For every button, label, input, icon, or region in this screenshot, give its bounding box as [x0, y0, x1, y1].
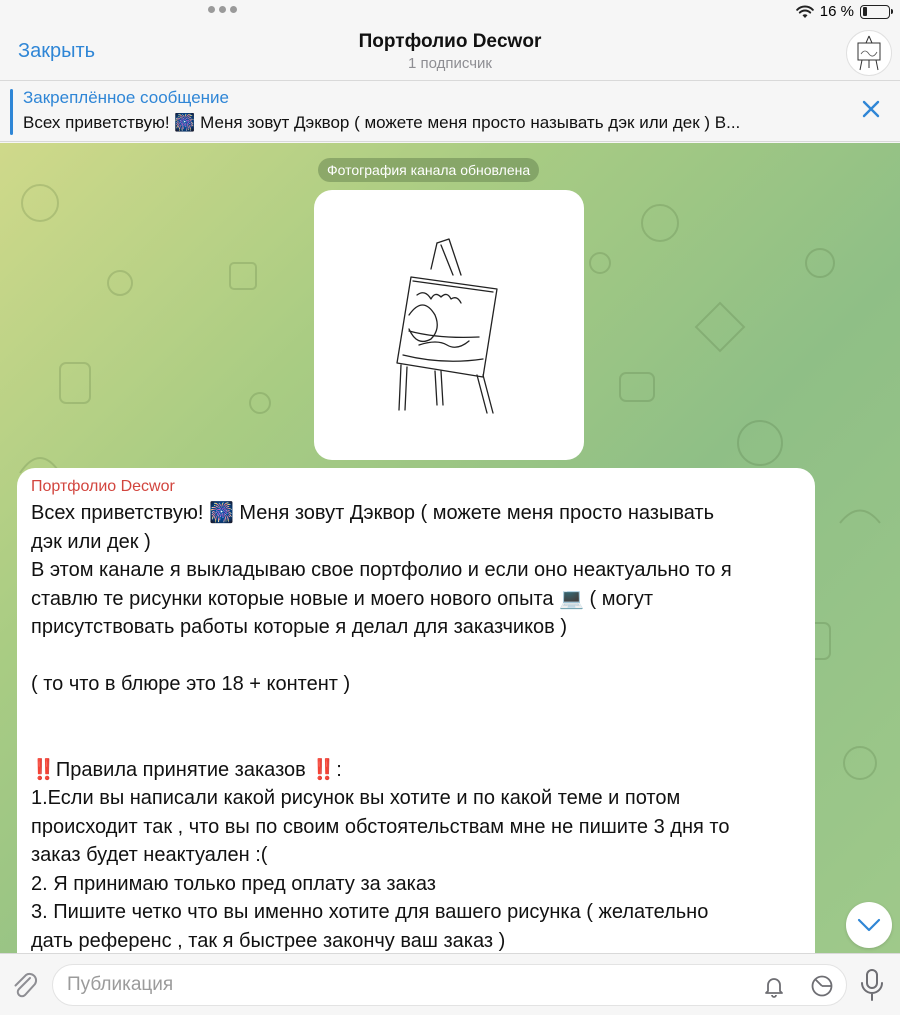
post-text-line: ‼️Правила принятие заказов ‼️: — [31, 758, 342, 781]
post-text-line: дать референс , так я быстрее закончу ваш заказ ) — [31, 929, 506, 952]
channel-avatar[interactable] — [846, 30, 892, 76]
status-indicators — [796, 3, 890, 20]
battery-icon — [860, 5, 890, 19]
bell-icon[interactable] — [762, 975, 786, 999]
easel-drawing — [379, 235, 519, 415]
scroll-down-button[interactable] — [846, 902, 892, 948]
post-text-line: ( то что в блюре это 18 + контент ) — [31, 673, 351, 695]
post-sender[interactable]: Портфолио Decwor — [31, 478, 175, 495]
post-text-line: Всех приветствую! 🎆 Меня зовут Дэквор ( можете меня просто называть — [31, 502, 714, 524]
post-text-line: 1.Если вы написали какой рисунок вы хотите и по какой теме и потом — [31, 787, 681, 809]
channel-post[interactable] — [17, 468, 815, 953]
close-button[interactable]: Закрыть — [18, 40, 96, 62]
post-text-line: ставлю те рисунки которые новые и моего нового опыта 💻 ( могут — [31, 587, 654, 610]
chat-area[interactable] — [0, 143, 900, 953]
post-text-line: дэк или дек ) — [31, 530, 151, 553]
post-text-line: присутствовать работы которые я делал для заказчиков ) — [31, 616, 568, 638]
chevron-down-icon — [857, 918, 881, 932]
pinned-text: Всех приветствую! 🎆 Меня зовут Дэквор ( можете меня просто называть дэк или дек ) В... — [23, 113, 741, 132]
service-message: Фотография канала обновлена — [318, 158, 539, 182]
message-input[interactable] — [67, 974, 757, 996]
attach-icon[interactable] — [10, 970, 40, 1000]
post-text-line: заказ будет неактуален :( — [31, 844, 268, 866]
post-text-line: 2. Я принимаю только пред оплату за заказ — [31, 872, 436, 895]
wifi-icon — [796, 5, 814, 19]
channel-photo[interactable] — [314, 190, 584, 460]
pinned-title: Закреплённое сообщение — [23, 88, 229, 107]
post-text-line: В этом канале я выкладываю свое портфолио и если оно неактуально то я — [31, 559, 732, 581]
channel-title: Портфолио Decwor — [358, 31, 542, 52]
post-text-line — [31, 727, 801, 756]
pinned-indicator — [10, 89, 13, 135]
multitasking-dots[interactable] — [208, 6, 237, 13]
microphone-icon[interactable] — [858, 968, 886, 1002]
post-text-line: 3. Пишите четко что вы именно хотите для вашего рисунка ( желательно — [31, 901, 709, 923]
subscriber-count: 1 подписчик — [408, 55, 492, 72]
easel-drawing-icon — [852, 34, 886, 72]
pinned-message[interactable] — [0, 82, 900, 142]
composer-bar — [0, 953, 900, 1015]
nav-header — [0, 26, 900, 81]
battery-percent: 16 % — [819, 3, 854, 20]
close-icon[interactable] — [860, 98, 882, 120]
post-text-line — [31, 642, 801, 671]
channel-info[interactable] — [0, 31, 900, 72]
status-bar — [0, 0, 900, 26]
message-input-container[interactable] — [52, 964, 847, 1006]
post-text-line — [31, 699, 801, 728]
post-text — [31, 499, 801, 953]
post-text-line: происходит так , что вы по своим обстоятельствам мне не пишите 3 дня то — [31, 815, 730, 838]
timer-icon[interactable] — [810, 974, 834, 998]
